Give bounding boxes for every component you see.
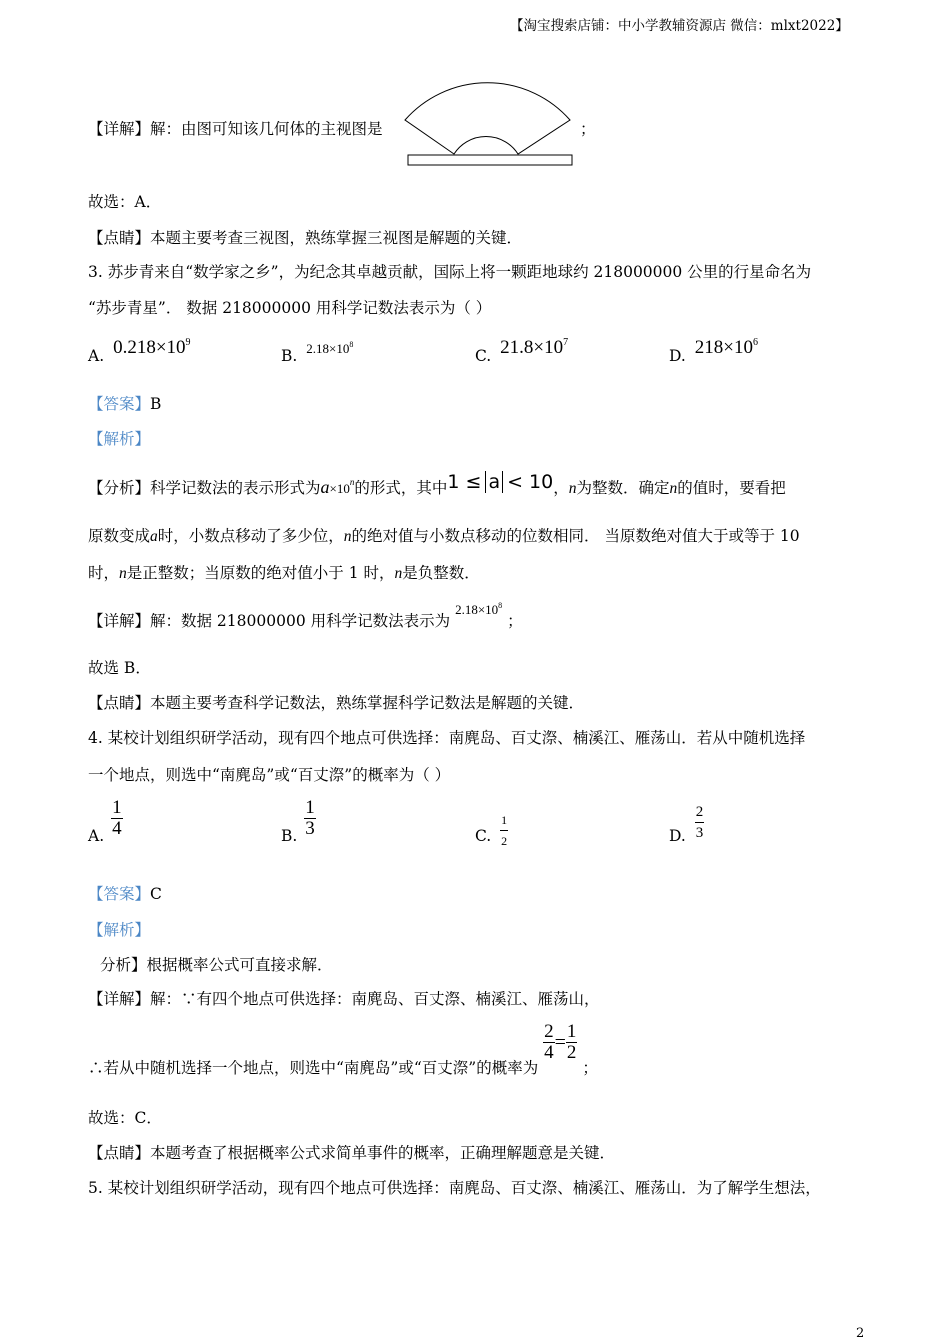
range-right: < 10: [507, 471, 554, 493]
frac-num: 1: [566, 1021, 577, 1042]
q4-stem-line2: 一个地点，则选中“南麂岛”或“百丈漈”的概率为（ ）: [88, 766, 451, 784]
option-c-exp: 7: [563, 337, 569, 348]
q2-detail-line: [88, 119, 383, 139]
analysis-text: 为整数．确定: [576, 479, 670, 497]
detail-exp: 8: [498, 601, 503, 610]
q2-detail-suffix: ；: [580, 120, 596, 138]
q4-tip: 【点睛】本题考查了根据概率公式求简单事件的概率，正确理解题意是关键．: [88, 1144, 616, 1162]
q3-analysis-line3: [88, 563, 480, 584]
q4-option-c: [475, 810, 508, 851]
q3-choice: 故选 B．: [88, 659, 151, 677]
option-label: C.: [475, 347, 492, 365]
q4-analysis: 分析】根据概率公式可直接求解．: [100, 956, 333, 974]
q3-stem-line2: “苏步青星”． 数据 218000000 用科学记数法表示为（ ）: [88, 299, 492, 317]
var-n: n: [394, 565, 403, 582]
frac-den: 3: [305, 818, 315, 839]
var-n-exp: n: [349, 477, 355, 487]
q2-tip: 【点睛】本题主要考查三视图，熟练掌握三视图是解题的关键．: [88, 229, 523, 247]
frac-num: 1: [112, 797, 122, 818]
q4-option-d: [669, 802, 704, 843]
frac-den: 4: [544, 1042, 554, 1063]
fan-front-view-figure: [402, 74, 578, 168]
q3-detail-line: [88, 601, 523, 634]
option-d-base: 218: [694, 337, 724, 358]
var-n: n: [568, 480, 577, 497]
frac-num: 2: [695, 804, 704, 820]
analysis-text: 是负整数．: [402, 564, 480, 582]
q4-stem-line1: 4. 某校计划组织研学活动，现有四个地点可供选择：南麂岛、百丈漈、楠溪江、雁荡山．若从中随机选择: [88, 729, 806, 747]
var-n: n: [669, 480, 678, 497]
equals-sign: =: [554, 1031, 566, 1054]
range-left: 1 ≤: [447, 471, 482, 493]
option-a-base: 0.218: [113, 337, 156, 358]
analysis-text: 时，: [88, 564, 120, 582]
detail-suffix: ；: [582, 1058, 598, 1077]
q3-answer: [88, 394, 161, 414]
frac-num: 1: [501, 813, 508, 827]
detail-base: 2.18: [455, 602, 478, 617]
var-n: n: [119, 565, 127, 582]
q3-analysis-line1: [88, 471, 786, 500]
option-b-times: ×10: [329, 341, 350, 356]
frac-den: 3: [695, 822, 705, 843]
analysis-text: ，: [553, 479, 569, 497]
page-header: 【淘宝搜索店铺：中小学教辅资源店 微信：mlxt2022】: [510, 18, 849, 34]
q3-option-a: [88, 337, 191, 369]
q3-option-c: [475, 337, 569, 369]
option-d-times: ×10: [723, 337, 753, 358]
q4-answer: [88, 884, 162, 904]
var-n: n: [343, 528, 352, 545]
option-label: C.: [475, 826, 492, 845]
analysis-text: 的值时，要看把: [677, 479, 786, 497]
page-number: 2: [856, 1326, 865, 1341]
q4-choice: 故选：C．: [88, 1109, 162, 1127]
frac-num: 1: [305, 797, 315, 818]
frac-den: 4: [112, 818, 122, 839]
option-d-exp: 6: [752, 337, 758, 348]
option-b-exp: 8: [349, 340, 354, 349]
detail-text: 【详解】解：数据 218000000 用科学记数法表示为: [88, 612, 451, 630]
q2-choice: 故选：A．: [88, 193, 162, 211]
var-a: a: [320, 477, 330, 497]
q4-option-a: [88, 797, 123, 845]
detail-suffix: ；: [507, 612, 523, 630]
q3-analysis-tag: 【解析】: [88, 430, 151, 448]
option-label: B.: [281, 826, 298, 845]
analysis-text: 是正整数；当原数的绝对值小于 1 时，: [126, 564, 395, 582]
times-ten: ×10: [329, 481, 350, 496]
analysis-text: 时，小数点移动了多少位，: [157, 527, 344, 545]
q5-stem-line1: 5. 某校计划组织研学活动，现有四个地点可供选择：南麂岛、百丈漈、楠溪江、雁荡山．为了解学生想法，: [88, 1179, 821, 1197]
analysis-text: 原数变成: [88, 527, 151, 545]
analysis-text: 的绝对值与小数点移动的位数相同． 当原数绝对值大于或等于 10: [351, 527, 800, 545]
abs-a: a: [485, 471, 503, 493]
answer-tag: 【答案】: [88, 885, 151, 903]
q3-stem-line1: 3. 苏步青来自“数学家之乡”，为纪念其卓越贡献，国际上将一颗距地球约 218000000 公里的行星命名为: [88, 263, 812, 281]
detail-text: ∴若从中随机选择一个地点，则选中“南麂岛”或“百丈漈”的概率为: [88, 1058, 539, 1077]
analysis-text: 【分析】科学记数法的表示形式为: [88, 479, 321, 497]
option-c-base: 21.8: [500, 337, 534, 358]
option-label: A.: [88, 826, 105, 845]
answer-tag: 【答案】: [88, 395, 151, 413]
option-b-base: 2.18: [306, 341, 330, 356]
analysis-text: 的形式，其中: [354, 479, 448, 497]
q3-option-b: [281, 340, 354, 369]
q4-option-b: [281, 797, 316, 845]
q3-tip: 【点睛】本题主要考查科学记数法，熟练掌握科学记数法是解题的关键．: [88, 694, 585, 712]
option-label: B.: [281, 347, 298, 365]
q3-analysis-line2: [88, 526, 800, 547]
detail-times: ×10: [477, 602, 499, 617]
q4-analysis-tag: 【解析】: [88, 921, 151, 939]
frac-den: 2: [500, 830, 508, 851]
frac-den: 2: [566, 1042, 577, 1063]
answer-value: C: [150, 885, 162, 903]
q4-detail-line1: 【详解】解：∵有四个地点可供选择：南麂岛、百丈漈、楠溪江、雁荡山，: [88, 990, 600, 1008]
q2-detail-prefix: 【详解】解：由图可知该几何体的主视图是: [88, 120, 383, 138]
q4-detail-line2: [88, 1021, 598, 1077]
option-label: D.: [669, 347, 686, 365]
option-c-times: ×10: [533, 337, 564, 358]
answer-value: B: [150, 395, 162, 413]
var-a: a: [150, 528, 158, 545]
option-label: A.: [88, 347, 105, 365]
q3-option-d: [669, 337, 758, 369]
option-a-times: ×10: [155, 337, 186, 358]
option-label: D.: [669, 826, 686, 845]
frac-num: 2: [544, 1021, 554, 1042]
option-a-exp: 9: [185, 337, 191, 348]
